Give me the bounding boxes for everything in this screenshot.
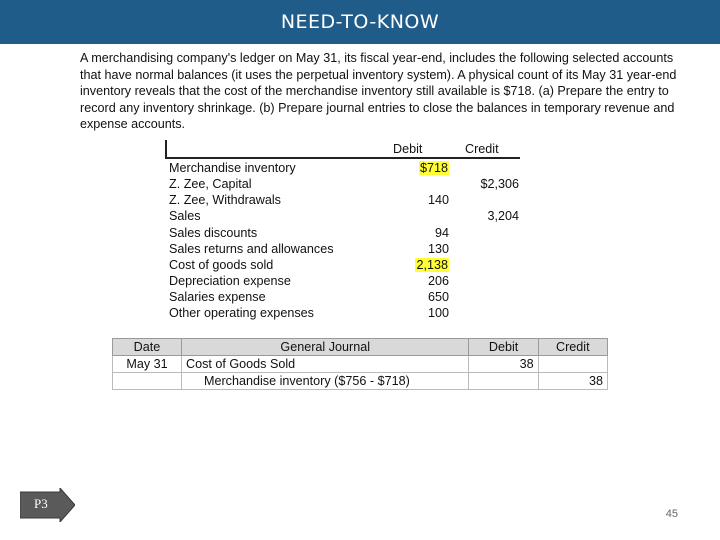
ledger-row	[169, 242, 519, 258]
ledger-row	[169, 209, 519, 225]
ledger-account: Merchandise inventory	[169, 161, 296, 175]
journal-debit-header: Debit	[469, 339, 538, 356]
ledger-account: Depreciation expense	[169, 274, 291, 288]
ledger-debit: 100	[427, 306, 449, 320]
ledger-debit: 130	[427, 242, 449, 256]
ledger-debit-header: Debit	[393, 142, 423, 156]
journal-description: Merchandise inventory ($756 - $718)	[181, 373, 469, 390]
ledger-account: Other operating expenses	[169, 306, 314, 320]
journal-date	[113, 373, 182, 390]
page-number: 45	[665, 508, 678, 520]
journal-credit: 38	[538, 373, 607, 390]
general-journal-table	[112, 338, 608, 390]
journal-row	[113, 356, 608, 373]
journal-description-header: General Journal	[181, 339, 469, 356]
ledger-row	[169, 177, 519, 193]
ledger-account: Sales returns and allowances	[169, 242, 334, 256]
ledger-row	[169, 161, 519, 177]
highlighted-value: $718	[419, 161, 448, 175]
ledger-account: Z. Zee, Capital	[169, 177, 252, 191]
journal-header-row	[113, 339, 608, 356]
journal-credit-header: Credit	[538, 339, 607, 356]
ledger-row	[169, 258, 519, 274]
journal-date-header: Date	[113, 339, 182, 356]
p3-nav-button[interactable]	[20, 488, 75, 522]
ledger-table	[165, 140, 525, 330]
journal-debit: 38	[469, 356, 538, 373]
ledger-debit	[409, 258, 449, 272]
ledger-row	[169, 226, 519, 242]
ledger-account: Sales discounts	[169, 226, 258, 240]
ledger-credit-header: Credit	[465, 142, 499, 156]
ledger-account: Z. Zee, Withdrawals	[169, 193, 281, 207]
ledger-row	[169, 306, 519, 322]
ledger-credit: $2,306	[480, 177, 519, 191]
journal-debit	[469, 373, 538, 390]
title-bar	[0, 0, 720, 44]
ledger-credit: 3,204	[487, 209, 519, 223]
ledger-debit: 206	[427, 274, 449, 288]
ledger-debit: 140	[427, 193, 449, 207]
ledger-account: Cost of goods sold	[169, 258, 274, 272]
ledger-debit	[409, 161, 449, 175]
highlighted-value: 2,138	[416, 258, 448, 272]
p3-nav-label: P3	[34, 496, 48, 511]
ledger-debit: 94	[434, 226, 449, 240]
journal-description: Cost of Goods Sold	[181, 356, 469, 373]
problem-statement: A merchandising company's ledger on May 31, its fiscal year-end, includes the following selected accounts that have normal balances (it uses the perpetual inventory system). A physical count of its May 31 year-end inventory reveals that the cost of the merchandise inventory still available is $718. (a) Prepare the entry to record any inventory shrinkage. (b) Prepare journal entries to close the balances in temporary revenue and expense accounts.	[80, 51, 677, 131]
journal-credit	[538, 356, 607, 373]
ledger-debit: 650	[427, 290, 449, 304]
ledger-account: Salaries expense	[169, 290, 266, 304]
ledger-header-underline	[165, 157, 520, 159]
ledger-row	[169, 290, 519, 306]
ledger-row	[169, 193, 519, 209]
journal-date: May 31	[113, 356, 182, 373]
page-title: NEED-TO-KNOW	[280, 11, 440, 33]
ledger-row	[169, 274, 519, 290]
journal-row	[113, 373, 608, 390]
ledger-account: Sales	[169, 209, 201, 223]
